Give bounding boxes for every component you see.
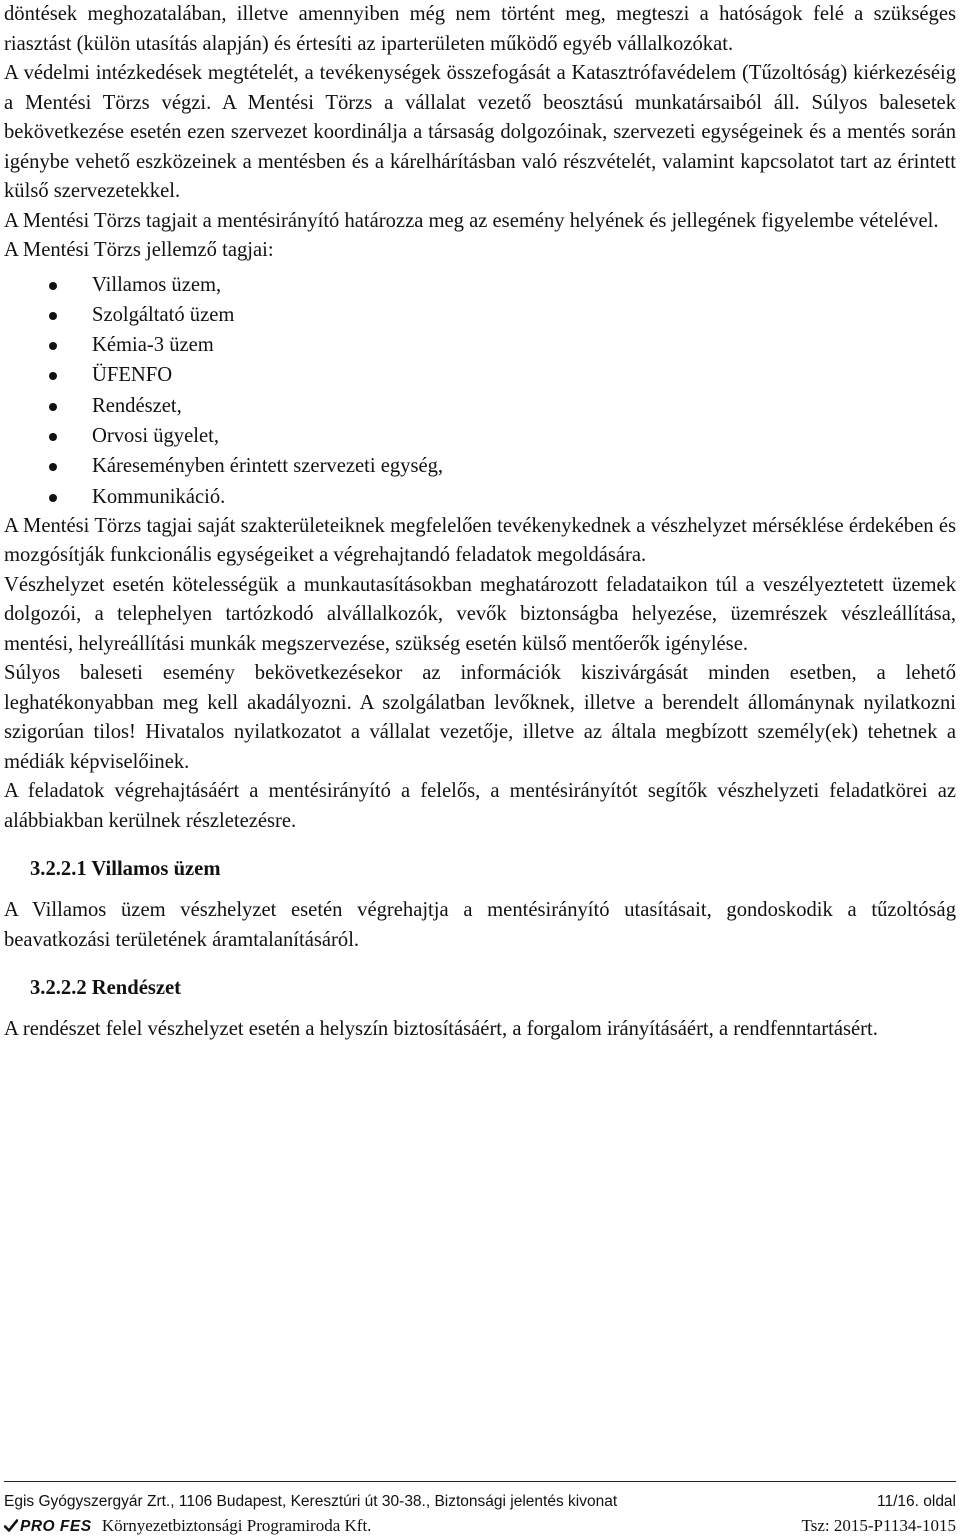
footer-company-name: Környezetbiztonsági Programiroda Kft. bbox=[101, 1516, 372, 1535]
paragraph-information-leak: Súlyos baleseti esemény bekövetkezésekor az információk kiszivárgását minden esetben, a lehető leghatékonyabban meg kell akadályozni. A szolgálatban levőknek, illetve a berendelt állománynak nyilatkozni szigorúan tilos! Hivatalos nyilatkozatot a vállalat vezetője, illetve az általa megbízott személy(ek) tehetnek a médiák képviselőinek. bbox=[4, 662, 956, 773]
members-list bbox=[4, 270, 956, 512]
profes-logo bbox=[4, 1515, 92, 1539]
bullet-icon bbox=[49, 403, 57, 411]
paragraph-responsibility: A feladatok végrehajtásáért a mentésirányító a felelős, a mentésirányítót segítők vészhelyzeti feladatkörei az alábbiakban kerülnek részletezésre. bbox=[4, 780, 956, 832]
footer-company bbox=[4, 1514, 371, 1539]
list-item: Rendészet, bbox=[4, 391, 956, 421]
list-item: Kémia-3 üzem bbox=[4, 330, 956, 360]
list-item: Szolgáltató üzem bbox=[4, 300, 956, 330]
list-item: ÜFENFO bbox=[4, 360, 956, 390]
list-item: Orvosi ügyelet, bbox=[4, 421, 956, 451]
bullet-icon bbox=[49, 312, 57, 320]
paragraph-continuation: döntések meghozatalában, illetve amennyiben még nem történt meg, megteszi a hatóságok felé a szükséges riasztást (külön utasítás alapján) és értesíti az iparterületen működő egyéb vállalkozókat. bbox=[4, 3, 956, 55]
paragraph-mentesi-torzs: A védelmi intézkedések megtételét, a tevékenységek összefogását a Katasztrófavédelem (Tűzoltóság) kiérkezéséig a Mentési Törzs végzi. A Mentési Törzs a vállalat vezető beosztású munkatársaiból áll. Súlyos balesetek bekövetkezése esetén ezen szervezet koordinálja a társaság dolgozóinak, szervezeti egységeinek és a mentés során igénybe vehető eszközeinek a mentésben és a kárelhárításban való részvételét, valamint kapcsolatot tart az érintett külső szervezetekkel. bbox=[4, 62, 956, 202]
bullet-icon bbox=[49, 433, 57, 441]
paragraph-members-selection: A Mentési Törzs tagjait a mentésirányító határozza meg az esemény helyének és jellegének figyelembe vételével. bbox=[4, 209, 939, 232]
bullet-icon bbox=[49, 282, 57, 290]
footer-row-1 bbox=[4, 1490, 956, 1514]
paragraph-members-intro: A Mentési Törzs jellemző tagjai: bbox=[4, 239, 274, 261]
paragraph-emergency-obligations: Vészhelyzet esetén kötelességük a munkautasításokban meghatározott feladataikon túl a veszélyeztetett üzemek dolgozói, a telephelyen tartózkodó alvállalkozók, vevők biztonságba helyezése, üzemrészek vészleállítása, mentési, helyreállítási munkák megszervezése, szükség esetén külső mentőerők igénylése. bbox=[4, 573, 956, 655]
footer-reference-number: Tsz: 2015-P1134-1015 bbox=[801, 1516, 956, 1535]
bullet-icon bbox=[49, 372, 57, 380]
list-item: Káreseményben érintett szervezeti egység, bbox=[4, 451, 956, 481]
bullet-icon bbox=[49, 494, 57, 502]
paragraph-villamos-uzem: A Villamos üzem vészhelyzet esetén végrehajtja a mentésirányító utasításait, gondoskodik a tűzoltóság beavatkozási területének áramtalanításáról. bbox=[4, 899, 956, 951]
footer-page-number: 11/16. oldal bbox=[877, 1493, 956, 1510]
section-heading-rendeszet: 3.2.2.2 Rendészet bbox=[30, 977, 181, 1000]
bullet-icon bbox=[49, 463, 57, 471]
footer-document-info: Egis Gyógyszergyár Zrt., 1106 Budapest, Keresztúri út 30-38., Biztonsági jelentés kivonat bbox=[4, 1493, 618, 1510]
document-page bbox=[4, 0, 956, 1045]
footer-row-2 bbox=[4, 1514, 956, 1538]
paragraph-member-duties: A Mentési Törzs tagjai saját szakterületeiknek megfelelően tevékenykednek a vészhelyzet mérséklése érdekében és mozgósítják funkcionális egységeiket a végrehajtandó feladatok megoldására. bbox=[4, 514, 956, 567]
list-item: Kommunikáció. bbox=[4, 482, 956, 512]
page-footer bbox=[4, 1481, 956, 1538]
bullet-icon bbox=[49, 342, 57, 350]
list-item: Villamos üzem, bbox=[4, 270, 956, 300]
checkmark-icon bbox=[4, 1519, 18, 1533]
logo-text: PRO FES bbox=[20, 1518, 92, 1535]
paragraph-rendeszet: A rendészet felel vészhelyzet esetén a helyszín biztosításáért, a forgalom irányításáért, a rendfenntartásért. bbox=[4, 1018, 878, 1041]
section-heading-villamos-uzem: 3.2.2.1 Villamos üzem bbox=[30, 858, 221, 881]
